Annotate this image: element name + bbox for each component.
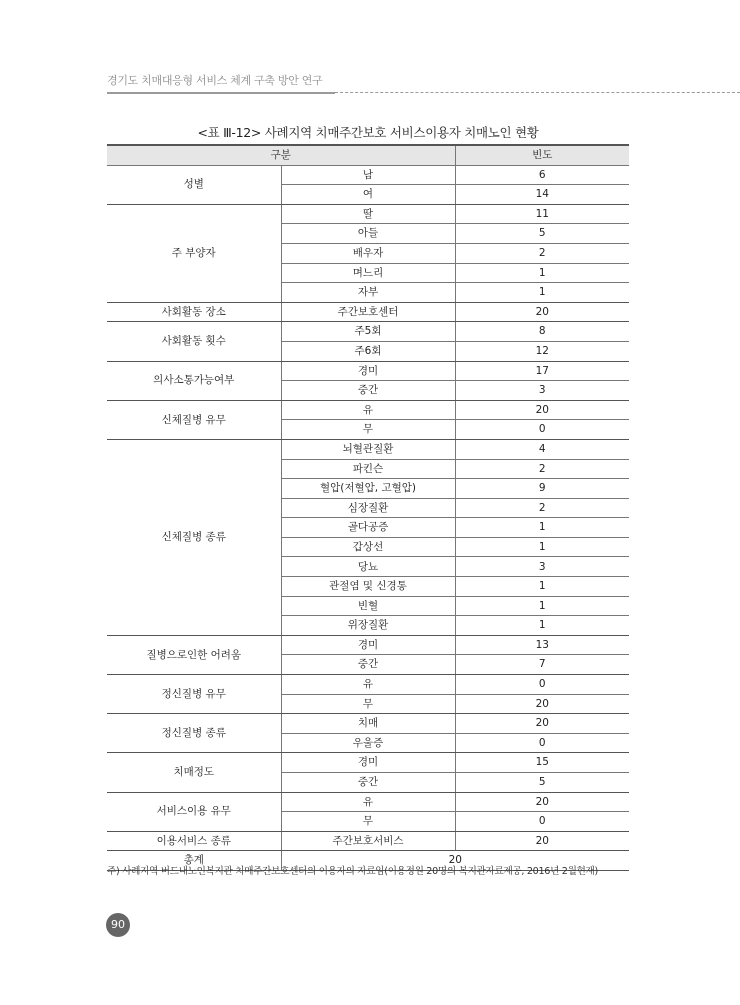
frequency-cell: 15 [455, 753, 629, 773]
subcategory-cell: 경미 [281, 753, 455, 773]
frequency-cell: 3 [455, 381, 629, 401]
subcategory-cell: 남 [281, 165, 455, 185]
header-rule-dashed [335, 92, 740, 93]
subcategory-cell: 우울증 [281, 733, 455, 753]
frequency-cell: 0 [455, 733, 629, 753]
subcategory-cell: 유 [281, 675, 455, 695]
frequency-cell: 1 [455, 283, 629, 303]
frequency-cell: 9 [455, 479, 629, 499]
subcategory-cell: 심장질환 [281, 498, 455, 518]
subcategory-cell: 유 [281, 400, 455, 420]
frequency-cell: 4 [455, 439, 629, 459]
subcategory-cell: 중간 [281, 773, 455, 793]
subcategory-cell: 무 [281, 694, 455, 714]
frequency-cell: 0 [455, 675, 629, 695]
table-row [107, 361, 629, 381]
category-cell: 정신질병 종류 [107, 714, 281, 753]
category-cell: 질병으로인한 어려움 [107, 635, 281, 674]
frequency-cell: 2 [455, 459, 629, 479]
column-header-category: 구분 [107, 145, 455, 165]
frequency-cell: 0 [455, 812, 629, 832]
table-body [107, 165, 629, 870]
table-row [107, 165, 629, 185]
frequency-cell: 17 [455, 361, 629, 381]
frequency-cell: 3 [455, 557, 629, 577]
category-cell: 사회활동 장소 [107, 302, 281, 322]
subcategory-cell: 뇌혈관질환 [281, 439, 455, 459]
subcategory-cell: 여 [281, 185, 455, 205]
table-row [107, 400, 629, 420]
frequency-cell: 7 [455, 655, 629, 675]
category-cell: 의사소통가능여부 [107, 361, 281, 400]
subcategory-cell: 자부 [281, 283, 455, 303]
frequency-cell: 5 [455, 773, 629, 793]
table-title: <표 Ⅲ-12> 사례지역 치매주간보호 서비스이용자 치매노인 현황 [197, 125, 539, 140]
category-cell: 이용서비스 종류 [107, 831, 281, 851]
subcategory-cell: 주간보호서비스 [281, 831, 455, 851]
subcategory-cell: 아들 [281, 224, 455, 244]
subcategory-cell: 며느리 [281, 263, 455, 283]
subcategory-cell: 무 [281, 812, 455, 832]
subcategory-cell: 파킨슨 [281, 459, 455, 479]
table-row [107, 635, 629, 655]
frequency-cell: 1 [455, 263, 629, 283]
frequency-cell: 12 [455, 341, 629, 361]
frequency-cell: 2 [455, 243, 629, 263]
subcategory-cell: 주5회 [281, 322, 455, 342]
category-cell: 치매정도 [107, 753, 281, 792]
running-header: 경기도 치매대응형 서비스 체계 구축 방안 연구 [107, 74, 323, 87]
table-row [107, 792, 629, 812]
frequency-cell: 20 [455, 714, 629, 734]
frequency-cell: 14 [455, 185, 629, 205]
table-row [107, 714, 629, 734]
subcategory-cell: 관절염 및 신경통 [281, 577, 455, 597]
frequency-cell: 1 [455, 596, 629, 616]
category-cell: 주 부양자 [107, 204, 281, 302]
frequency-cell: 13 [455, 635, 629, 655]
table-row [107, 831, 629, 851]
frequency-cell: 20 [455, 302, 629, 322]
frequency-cell: 1 [455, 537, 629, 557]
category-cell: 성별 [107, 165, 281, 204]
table-note: 주) 사례지역 버드내노인복지관 치매주간보호센터의 이용자의 자료임(이용정원 20명의 복지관자료제공, 2016년 2월현재) [107, 866, 598, 877]
frequency-cell: 8 [455, 322, 629, 342]
subcategory-cell: 무 [281, 420, 455, 440]
frequency-cell: 2 [455, 498, 629, 518]
subcategory-cell: 주간보호센터 [281, 302, 455, 322]
table-row [107, 322, 629, 342]
subcategory-cell: 치매 [281, 714, 455, 734]
subcategory-cell: 당뇨 [281, 557, 455, 577]
frequency-cell: 20 [455, 831, 629, 851]
subcategory-cell: 빈혈 [281, 596, 455, 616]
subcategory-cell: 골다공증 [281, 518, 455, 538]
frequency-cell: 5 [455, 224, 629, 244]
subcategory-cell: 주6회 [281, 341, 455, 361]
total-value: 20 [281, 851, 629, 871]
frequency-cell: 1 [455, 616, 629, 636]
subcategory-cell: 딸 [281, 204, 455, 224]
subcategory-cell: 경미 [281, 635, 455, 655]
subcategory-cell: 위장질환 [281, 616, 455, 636]
frequency-cell: 20 [455, 400, 629, 420]
frequency-cell: 20 [455, 694, 629, 714]
frequency-cell: 0 [455, 420, 629, 440]
table-row [107, 302, 629, 322]
column-header-frequency: 빈도 [455, 145, 629, 165]
frequency-cell: 6 [455, 165, 629, 185]
subcategory-cell: 중간 [281, 655, 455, 675]
subcategory-cell: 중간 [281, 381, 455, 401]
subcategory-cell: 배우자 [281, 243, 455, 263]
page-number: 90 [106, 913, 130, 937]
table-header-row [107, 145, 629, 165]
category-cell: 신체질병 유무 [107, 400, 281, 439]
table-row [107, 204, 629, 224]
subcategory-cell: 갑상선 [281, 537, 455, 557]
frequency-cell: 1 [455, 518, 629, 538]
subcategory-cell: 혈압(저혈압, 고혈압) [281, 479, 455, 499]
frequency-cell: 11 [455, 204, 629, 224]
frequency-cell: 1 [455, 577, 629, 597]
category-cell: 서비스이용 유무 [107, 792, 281, 831]
subcategory-cell: 경미 [281, 361, 455, 381]
category-cell: 사회활동 횟수 [107, 322, 281, 361]
subcategory-cell: 유 [281, 792, 455, 812]
table-row [107, 675, 629, 695]
header-rule [107, 92, 335, 94]
frequency-cell: 20 [455, 792, 629, 812]
category-cell: 신체질병 종류 [107, 439, 281, 635]
total-label: 총계 [107, 851, 281, 871]
frequency-table [107, 144, 629, 871]
table-row [107, 439, 629, 459]
table-row [107, 753, 629, 773]
category-cell: 정신질병 유무 [107, 675, 281, 714]
